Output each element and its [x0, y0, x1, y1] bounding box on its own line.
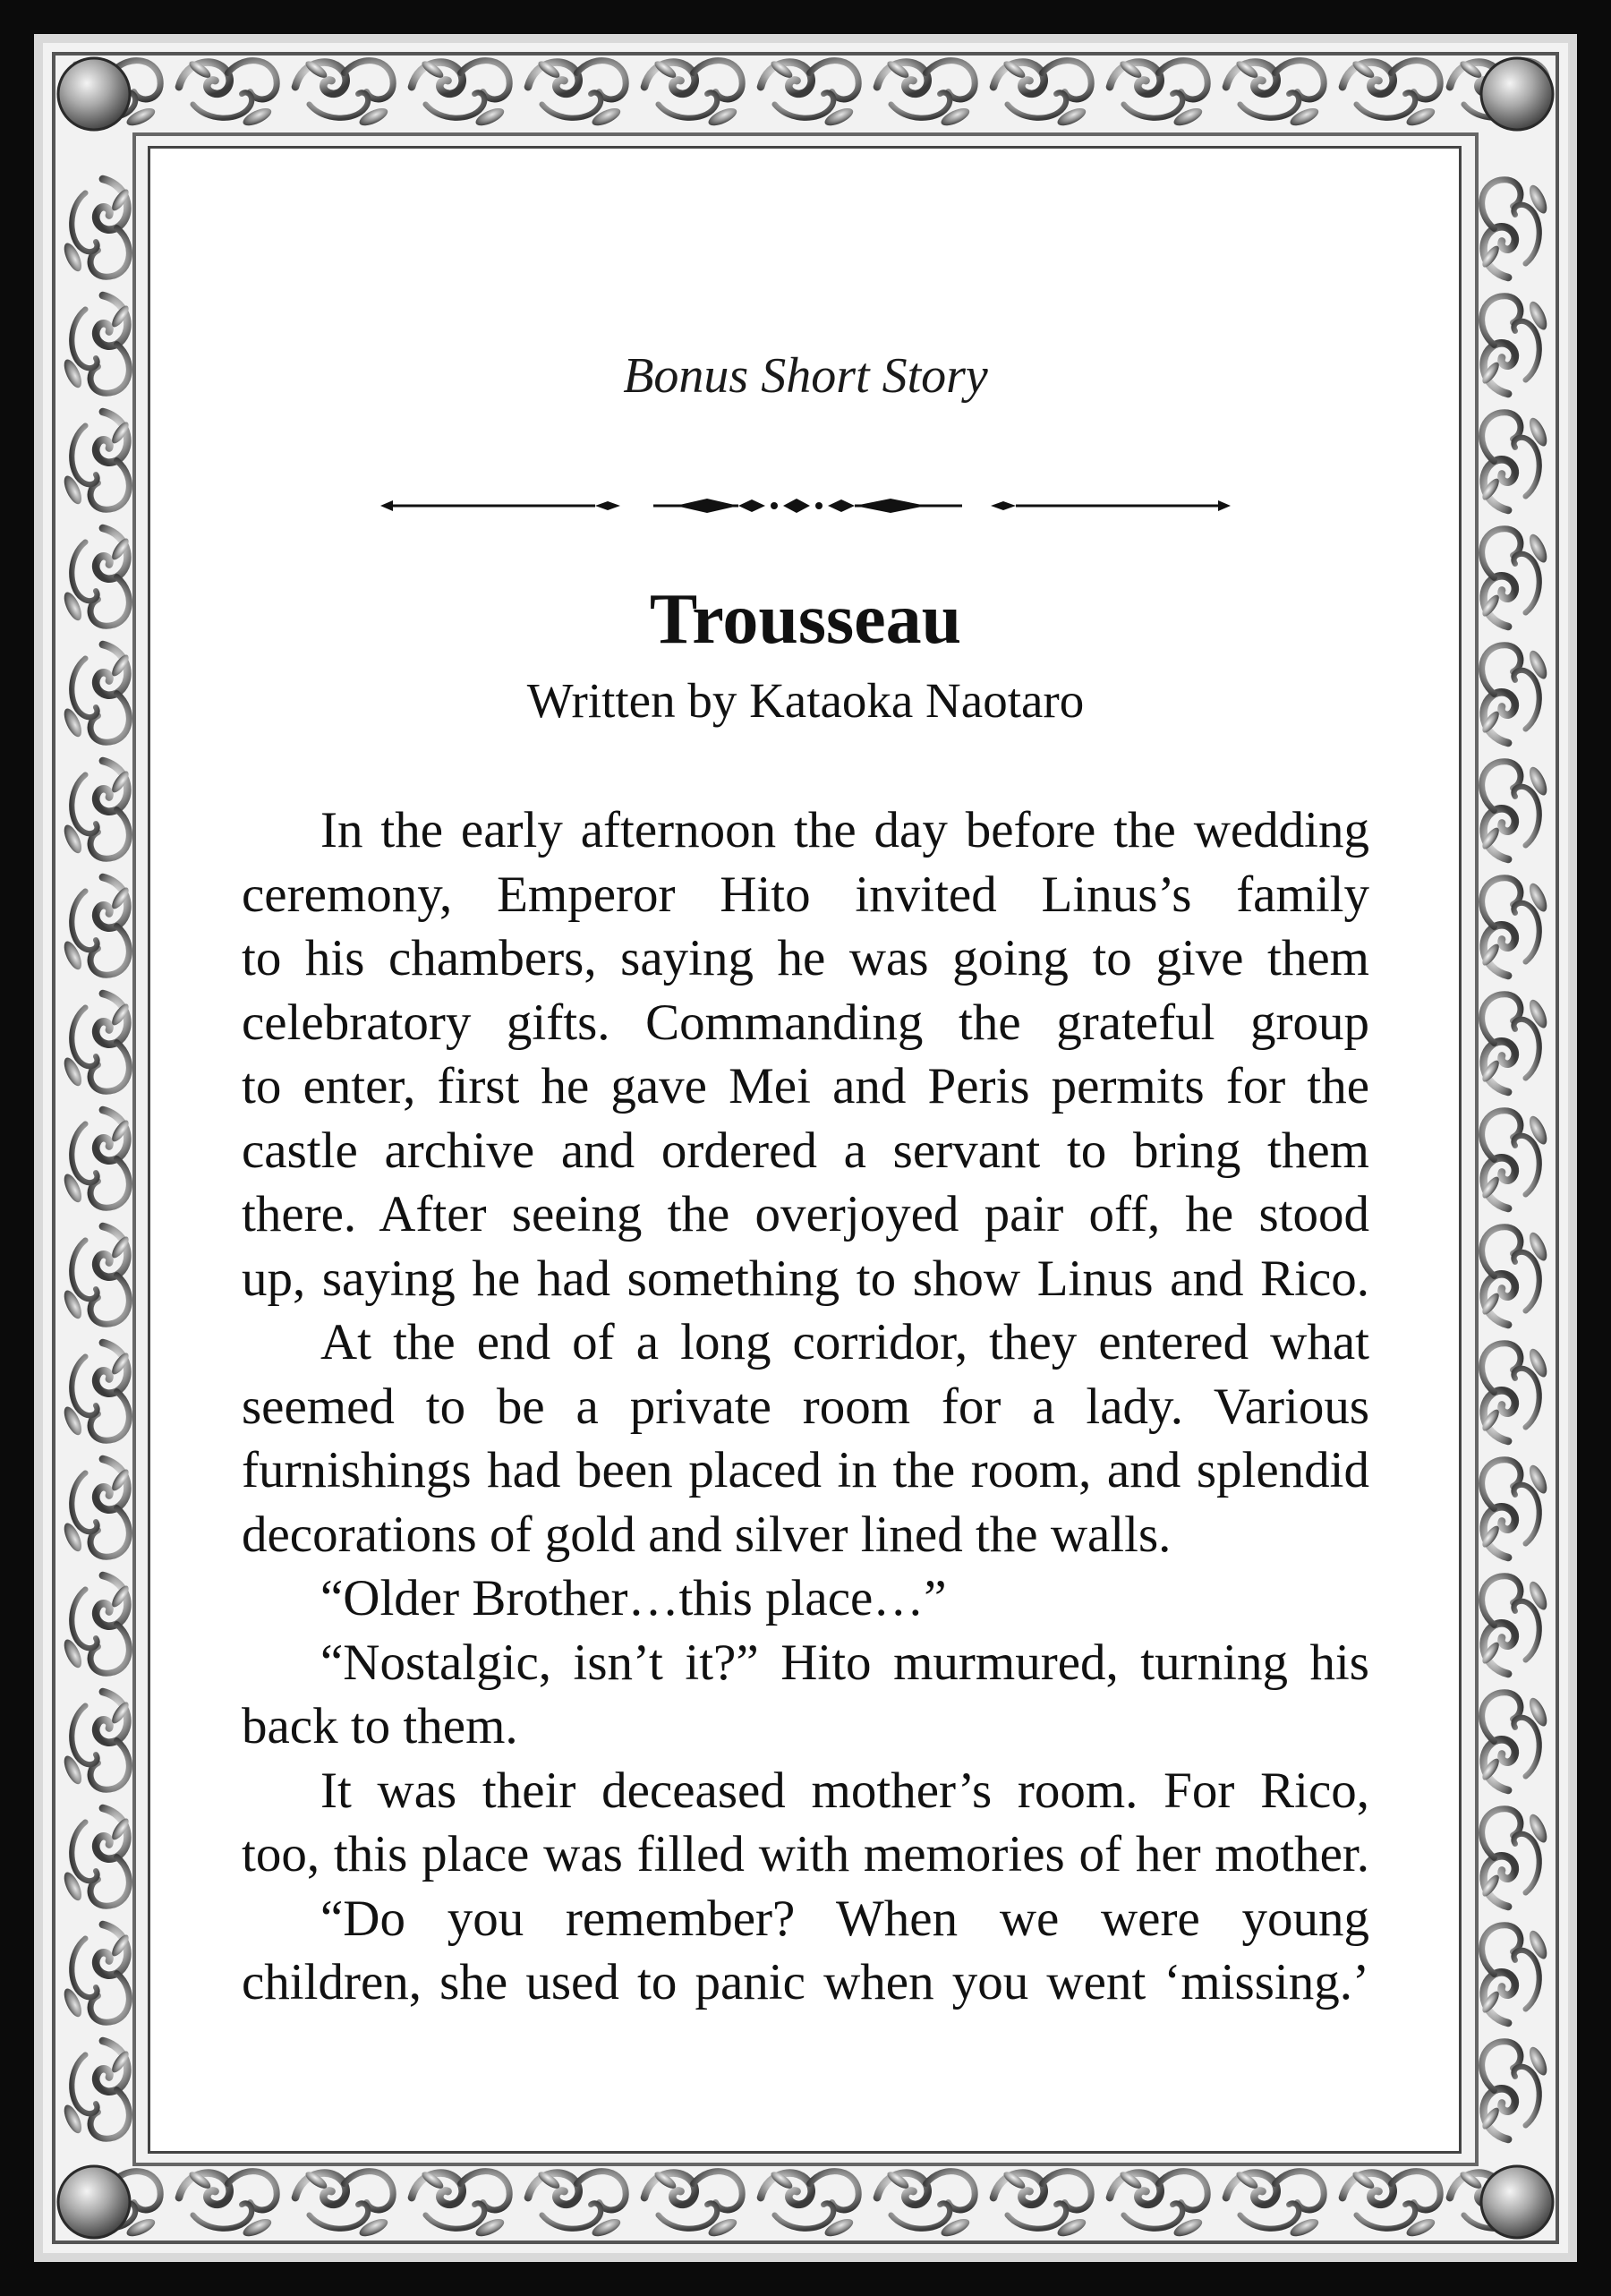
text-line: ceremony, Emperor Hito invited Linus’s family: [242, 866, 1369, 923]
text-line: children, she used to panic when you went ‘missing.’: [242, 1954, 1369, 2010]
text-line: too, this place was filled with memories of her mother.: [242, 1826, 1369, 1882]
story-author: Written by Kataoka Naotaro: [526, 673, 1085, 728]
text-line: seemed to be a private room for a lady. Various: [242, 1378, 1369, 1435]
text-line: furnishings had been placed in the room, and splendid: [242, 1442, 1369, 1498]
ornamental-divider-icon: [380, 488, 1231, 524]
text-line: “Nostalgic, isn’t it?” Hito murmured, turning his: [320, 1634, 1369, 1691]
text-line: “Do you remember? When we were young: [320, 1890, 1369, 1947]
text-line: decorations of gold and silver lined the walls.: [242, 1506, 1172, 1563]
story-subtitle: Bonus Short Story: [623, 348, 988, 404]
text-line: to his chambers, saying he was going to give them: [242, 930, 1369, 986]
text-line: to enter, first he gave Mei and Peris permits for the: [242, 1058, 1369, 1114]
text-line: At the end of a long corridor, they entered what: [320, 1314, 1369, 1370]
text-line: In the early afternoon the day before the wedding: [320, 802, 1369, 858]
text-line: back to them.: [242, 1698, 518, 1754]
text-line: celebratory gifts. Commanding the grateful group: [242, 994, 1369, 1051]
text-line: It was their deceased mother’s room. For Rico,: [320, 1762, 1369, 1819]
story-body: [242, 798, 1369, 2015]
text-line: up, saying he had something to show Linus and Rico.: [242, 1250, 1369, 1307]
text-line: “Older Brother…this place…”: [320, 1570, 947, 1626]
text-line: there. After seeing the overjoyed pair off, he stood: [242, 1186, 1369, 1242]
text-line: castle archive and ordered a servant to bring them: [242, 1122, 1369, 1179]
story-title: Trousseau: [649, 580, 962, 659]
